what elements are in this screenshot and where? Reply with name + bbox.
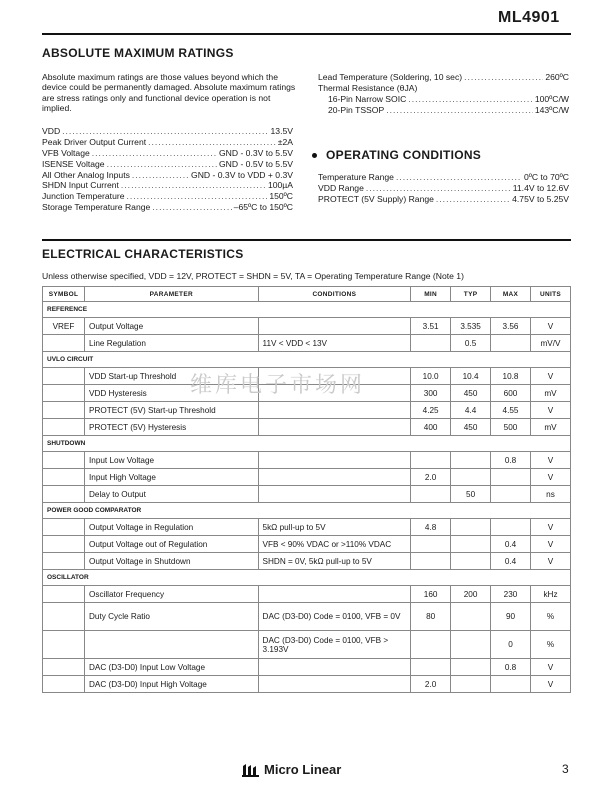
cell-parameter: DAC (D3-D0) Input Low Voltage [84, 659, 258, 676]
cell-min: 80 [411, 603, 451, 631]
cell-min [411, 335, 451, 352]
cell-symbol [43, 335, 85, 352]
abs-max-intro: Absolute maximum ratings are those values beyond which the device could be permanently damaged. Absolute maximum ratings are stress ratings only and functional device operation is not implied. [42, 72, 296, 114]
cell-conditions [258, 486, 411, 503]
rating-label: ISENSE Voltage [42, 158, 105, 169]
cell-max: 0.4 [491, 536, 531, 553]
cell-min: 3.51 [411, 318, 451, 335]
cell-symbol [43, 631, 85, 659]
leader-dots [132, 170, 189, 181]
section-rule [42, 239, 571, 241]
leader-dots [121, 180, 266, 191]
group-label: OSCILLATOR [43, 570, 571, 586]
cell-parameter [84, 631, 258, 659]
cell-symbol [43, 519, 85, 536]
cell-symbol [43, 419, 85, 436]
rating-row [318, 183, 569, 194]
cell-min: 10.0 [411, 368, 451, 385]
cell-min [411, 553, 451, 570]
cell-min [411, 486, 451, 503]
leader-dots [386, 105, 533, 116]
cell-symbol [43, 469, 85, 486]
rating-row [42, 137, 293, 148]
operating-list [318, 172, 569, 205]
cell-max: 3.56 [491, 318, 531, 335]
rating-label: 20-Pin TSSOP [328, 104, 385, 115]
cell-min: 160 [411, 586, 451, 603]
rating-value: GND - 0.5V to 5.5V [218, 158, 293, 169]
cell-units: V [530, 553, 570, 570]
cell-parameter: PROTECT (5V) Hysteresis [84, 419, 258, 436]
cell-symbol [43, 586, 85, 603]
leader-dots [126, 191, 267, 202]
cell-max: 600 [491, 385, 531, 402]
cell-parameter: Input Low Voltage [84, 452, 258, 469]
cell-units: % [530, 631, 570, 659]
table-row [43, 419, 571, 436]
rating-label: Storage Temperature Range [42, 202, 151, 213]
cell-parameter: Output Voltage out of Regulation [84, 536, 258, 553]
header-rule [42, 33, 571, 35]
watermark: 维库电子市场网 [190, 373, 366, 398]
cell-symbol [43, 486, 85, 503]
rating-label: Junction Temperature [42, 191, 125, 202]
table-row [43, 452, 571, 469]
cell-conditions: SHDN = 0V, 5kΩ pull-up to 5V [258, 553, 411, 570]
cell-units: mV/V [530, 335, 570, 352]
cell-min: 400 [411, 419, 451, 436]
rating-row [318, 94, 569, 105]
leader-dots [408, 94, 532, 105]
cell-units: V [530, 519, 570, 536]
leader-dots [464, 72, 543, 83]
cell-max: 0 [491, 631, 531, 659]
rating-row [318, 105, 569, 116]
cell-parameter: Output Voltage [84, 318, 258, 335]
cell-symbol: VREF [43, 318, 85, 335]
rating-value: 260ºC [545, 72, 569, 82]
column-header: UNITS [530, 287, 570, 302]
cell-min [411, 659, 451, 676]
column-header: TYP [451, 287, 491, 302]
leader-dots [152, 202, 231, 213]
cell-typ [451, 536, 491, 553]
cell-parameter: VDD Hysteresis [84, 385, 258, 402]
cell-parameter: Line Regulation [84, 335, 258, 352]
cell-conditions [258, 402, 411, 419]
cell-conditions: 11V < VDD < 13V [258, 335, 411, 352]
cell-parameter: Delay to Output [84, 486, 258, 503]
micro-linear-logo [242, 762, 341, 777]
brand-name: Micro Linear [264, 762, 342, 777]
rating-value: –65ºC to 150ºC [233, 202, 293, 213]
cell-parameter: PROTECT (5V) Start-up Threshold [84, 402, 258, 419]
cell-symbol [43, 385, 85, 402]
rating-label: Peak Driver Output Current [42, 136, 147, 147]
cell-typ: 3.535 [451, 318, 491, 335]
electrical-title: ELECTRICAL CHARACTERISTICS [42, 247, 244, 261]
column-header: MAX [491, 287, 531, 302]
rating-value: 150ºC [269, 191, 293, 202]
table-row [43, 469, 571, 486]
cell-units: mV [530, 385, 570, 402]
cell-symbol [43, 553, 85, 570]
cell-parameter: Duty Cycle Ratio [84, 603, 258, 631]
cell-units: V [530, 318, 570, 335]
page-number: 3 [562, 762, 569, 776]
bullet-icon [312, 153, 317, 158]
table-row [43, 676, 571, 693]
cell-parameter: VDD Start-up Threshold [84, 368, 258, 385]
cell-symbol [43, 536, 85, 553]
cell-max: 90 [491, 603, 531, 631]
cell-typ [451, 631, 491, 659]
rating-label: VDD Range [318, 182, 364, 193]
cell-conditions [258, 419, 411, 436]
leader-dots [62, 126, 268, 137]
group-row [43, 352, 571, 368]
rating-label: All Other Analog Inputs [42, 169, 130, 180]
cell-conditions [258, 469, 411, 486]
rating-row [42, 202, 293, 213]
cell-max: 230 [491, 586, 531, 603]
rating-label: Temperature Range [318, 172, 394, 182]
cell-typ: 450 [451, 385, 491, 402]
cell-max: 0.4 [491, 553, 531, 570]
cell-parameter: Output Voltage in Regulation [84, 519, 258, 536]
leader-dots [92, 148, 217, 159]
cell-units: mV [530, 419, 570, 436]
group-row [43, 570, 571, 586]
rating-label: PROTECT (5V Supply) Range [318, 193, 434, 204]
cell-conditions [258, 676, 411, 693]
table-row [43, 318, 571, 335]
cell-symbol [43, 368, 85, 385]
cell-units: V [530, 659, 570, 676]
cell-conditions [258, 318, 411, 335]
rating-row [42, 191, 293, 202]
cell-typ: 450 [451, 419, 491, 436]
cell-symbol [43, 452, 85, 469]
table-row [43, 659, 571, 676]
table-row [43, 631, 571, 659]
rating-row [318, 83, 569, 94]
cell-typ [451, 452, 491, 469]
cell-max [491, 676, 531, 693]
rating-row [42, 170, 293, 181]
rating-row [42, 180, 293, 191]
cell-typ [451, 603, 491, 631]
rating-value: GND - 0.3V to 5.5V [218, 147, 293, 158]
cell-min [411, 452, 451, 469]
group-label: REFERENCE [43, 302, 571, 318]
cell-min: 2.0 [411, 469, 451, 486]
cell-units: V [530, 452, 570, 469]
cell-typ: 50 [451, 486, 491, 503]
rating-value: 13.5V [270, 126, 293, 136]
rating-row [42, 126, 293, 137]
rating-row [318, 72, 569, 83]
table-header [43, 287, 571, 302]
group-row [43, 503, 571, 519]
leader-dots [366, 183, 511, 194]
cell-conditions: DAC (D3-D0) Code = 0100, VFB > 3.193V [258, 631, 411, 659]
cell-min: 2.0 [411, 676, 451, 693]
part-number: ML4901 [498, 9, 560, 26]
table-row [43, 586, 571, 603]
table-row [43, 402, 571, 419]
rating-value: 0ºC to 70ºC [524, 172, 569, 182]
cell-units: V [530, 402, 570, 419]
cell-typ: 200 [451, 586, 491, 603]
group-row [43, 436, 571, 452]
rating-label: SHDN Input Current [42, 180, 119, 191]
cell-symbol [43, 676, 85, 693]
cell-typ: 4.4 [451, 402, 491, 419]
abs-max-right-list [318, 72, 569, 116]
cell-symbol [43, 603, 85, 631]
cell-parameter: Output Voltage in Shutdown [84, 553, 258, 570]
cell-max [491, 519, 531, 536]
leader-dots [436, 194, 510, 205]
cell-units: ns [530, 486, 570, 503]
cell-parameter: Oscillator Frequency [84, 586, 258, 603]
cell-max: 500 [491, 419, 531, 436]
cell-units: V [530, 536, 570, 553]
cell-symbol [43, 402, 85, 419]
rating-row [42, 159, 293, 170]
cell-min [411, 536, 451, 553]
cell-typ [451, 676, 491, 693]
cell-typ [451, 519, 491, 536]
table-row [43, 519, 571, 536]
cell-units: V [530, 676, 570, 693]
rating-value: 143ºC/W [534, 104, 569, 115]
rating-value: 100µA [267, 180, 293, 191]
cell-parameter: DAC (D3-D0) Input High Voltage [84, 676, 258, 693]
abs-max-list [42, 126, 293, 213]
cell-max [491, 486, 531, 503]
cell-max [491, 335, 531, 352]
column-header: PARAMETER [84, 287, 258, 302]
cell-max: 4.55 [491, 402, 531, 419]
cell-max: 0.8 [491, 452, 531, 469]
column-header: CONDITIONS [258, 287, 411, 302]
group-label: SHUTDOWN [43, 436, 571, 452]
rating-value: 11.4V to 12.6V [512, 182, 569, 193]
rating-label: Thermal Resistance (θJA) [318, 82, 418, 93]
cell-min: 300 [411, 385, 451, 402]
rating-label: Lead Temperature (Soldering, 10 sec) [318, 72, 463, 82]
cell-min: 4.25 [411, 402, 451, 419]
table-row [43, 553, 571, 570]
rating-row [318, 172, 569, 183]
operating-title: OPERATING CONDITIONS [326, 148, 482, 162]
cell-units: V [530, 368, 570, 385]
rating-label: VFB Voltage [42, 147, 90, 158]
cell-conditions: VFB < 90% VDAC or >110% VDAC [258, 536, 411, 553]
rating-row [42, 148, 293, 159]
cell-min [411, 631, 451, 659]
cell-typ [451, 553, 491, 570]
rating-label: 16-Pin Narrow SOIC [328, 93, 407, 104]
leader-dots [396, 172, 522, 183]
group-label: POWER GOOD COMPARATOR [43, 503, 571, 519]
electrical-note: Unless otherwise specified, VDD = 12V, PROTECT = SHDN = 5V, TA = Operating Temperature Range (Note 1) [42, 271, 464, 281]
cell-units: V [530, 469, 570, 486]
abs-max-title: ABSOLUTE MAXIMUM RATINGS [42, 46, 234, 60]
cell-typ: 0.5 [451, 335, 491, 352]
rating-value: 4.75V to 5.25V [512, 193, 569, 204]
column-header: SYMBOL [43, 287, 85, 302]
cell-parameter: Input High Voltage [84, 469, 258, 486]
cell-units: kHz [530, 586, 570, 603]
table-row [43, 486, 571, 503]
cell-max: 10.8 [491, 368, 531, 385]
cell-typ: 10.4 [451, 368, 491, 385]
rating-value: 100ºC/W [534, 93, 569, 104]
column-header: MIN [411, 287, 451, 302]
rating-row [318, 194, 569, 205]
cell-max [491, 469, 531, 486]
cell-typ [451, 469, 491, 486]
cell-conditions: 5kΩ pull-up to 5V [258, 519, 411, 536]
rating-label: VDD [42, 126, 61, 136]
table-row [43, 335, 571, 352]
cell-conditions [258, 586, 411, 603]
electrical-table [42, 286, 571, 693]
rating-value: ±2A [277, 136, 293, 147]
table-row [43, 603, 571, 631]
group-row [43, 302, 571, 318]
micro-linear-logo-icon [242, 763, 260, 777]
cell-min: 4.8 [411, 519, 451, 536]
group-label: UVLO CIRCUIT [43, 352, 571, 368]
leader-dots [107, 159, 217, 170]
cell-max: 0.8 [491, 659, 531, 676]
rating-value: GND - 0.3V to VDD + 0.3V [191, 169, 293, 180]
cell-units: % [530, 603, 570, 631]
table-row [43, 536, 571, 553]
cell-typ [451, 659, 491, 676]
leader-dots [148, 137, 276, 148]
cell-conditions [258, 659, 411, 676]
cell-symbol [43, 659, 85, 676]
cell-conditions: DAC (D3-D0) Code = 0100, VFB = 0V [258, 603, 411, 631]
cell-conditions [258, 452, 411, 469]
